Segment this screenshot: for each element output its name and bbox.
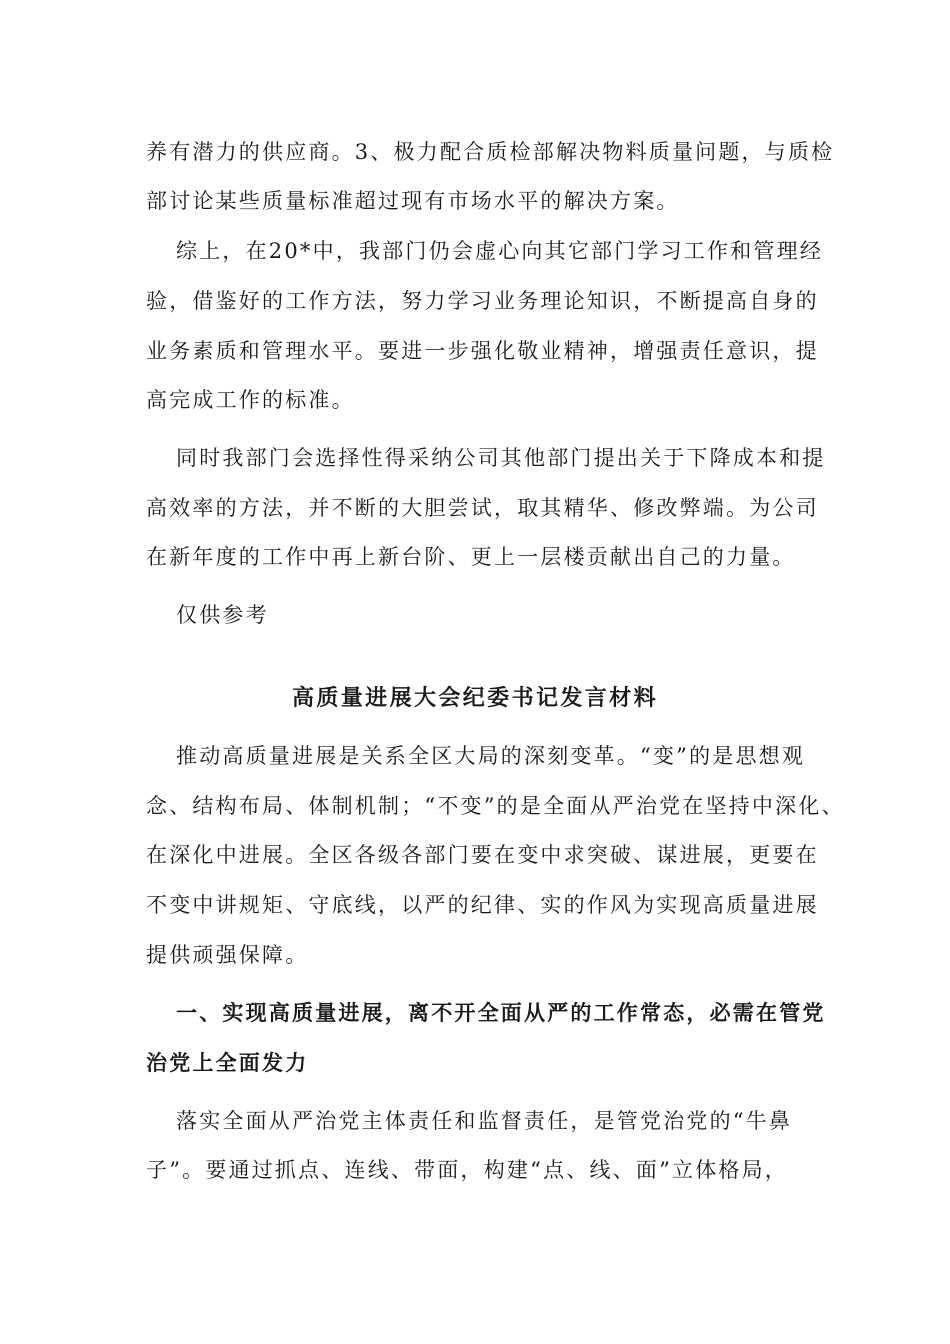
section-heading: 一、实现高质量进展，离不开全面从严的工作常态，必需在管党 xyxy=(176,1001,826,1025)
paragraph-line: 高完成工作的标准。 xyxy=(146,388,355,412)
paragraph-line: 养有潜力的供应商。3、极力配合质检部解决物料质量问题，与质检 xyxy=(146,140,835,164)
reference-note: 仅供参考 xyxy=(176,603,269,627)
paragraph-line: 验，借鉴好的工作方法，努力学习业务理论知识，不断提高自身的 xyxy=(146,289,819,313)
section-heading: 治党上全面发力 xyxy=(146,1051,309,1075)
paragraph-line: 落实全面从严治党主体责任和监督责任，是管党治党的“牛鼻 xyxy=(176,1109,793,1133)
paragraph-line: 念、结构布局、体制机制；“不变”的是全面从严治党在坚持中深化、 xyxy=(146,794,845,818)
paragraph-line: 在新年度的工作中再上新台阶、更上一层楼贡献出自己的力量。 xyxy=(146,545,796,569)
paragraph-line: 推动高质量进展是关系全区大局的深刻变革。“变”的是思想观 xyxy=(176,744,806,768)
paragraph-line: 部讨论某些质量标准超过现有市场水平的解决方案。 xyxy=(146,189,680,213)
paragraph-line: 综上，在20*中，我部门仍会虚心向其它部门学习工作和管理经 xyxy=(176,239,824,263)
paragraph-line: 在深化中进展。全区各级各部门要在变中求突破、谋进展，更要在 xyxy=(146,843,819,867)
paragraph-line: 不变中讲规矩、守底线，以严的纪律、实的作风为实现高质量进展 xyxy=(146,893,819,917)
paragraph-line: 高效率的方法，并不断的大胆尝试，取其精华、修改弊端。为公司 xyxy=(146,496,819,520)
paragraph-line: 业务素质和管理水平。要进一步强化敬业精神，增强责任意识，提 xyxy=(146,339,819,363)
paragraph-line: 提供顽强保障。 xyxy=(146,943,309,967)
document-title: 高质量进展大会纪委书记发言材料 xyxy=(291,686,658,711)
paragraph-line: 子”。要通过抓点、连线、带面，构建“点、线、面”立体格局， xyxy=(146,1158,789,1182)
paragraph-line: 同时我部门会选择性得采纳公司其他部门提出关于下降成本和提 xyxy=(176,446,826,470)
